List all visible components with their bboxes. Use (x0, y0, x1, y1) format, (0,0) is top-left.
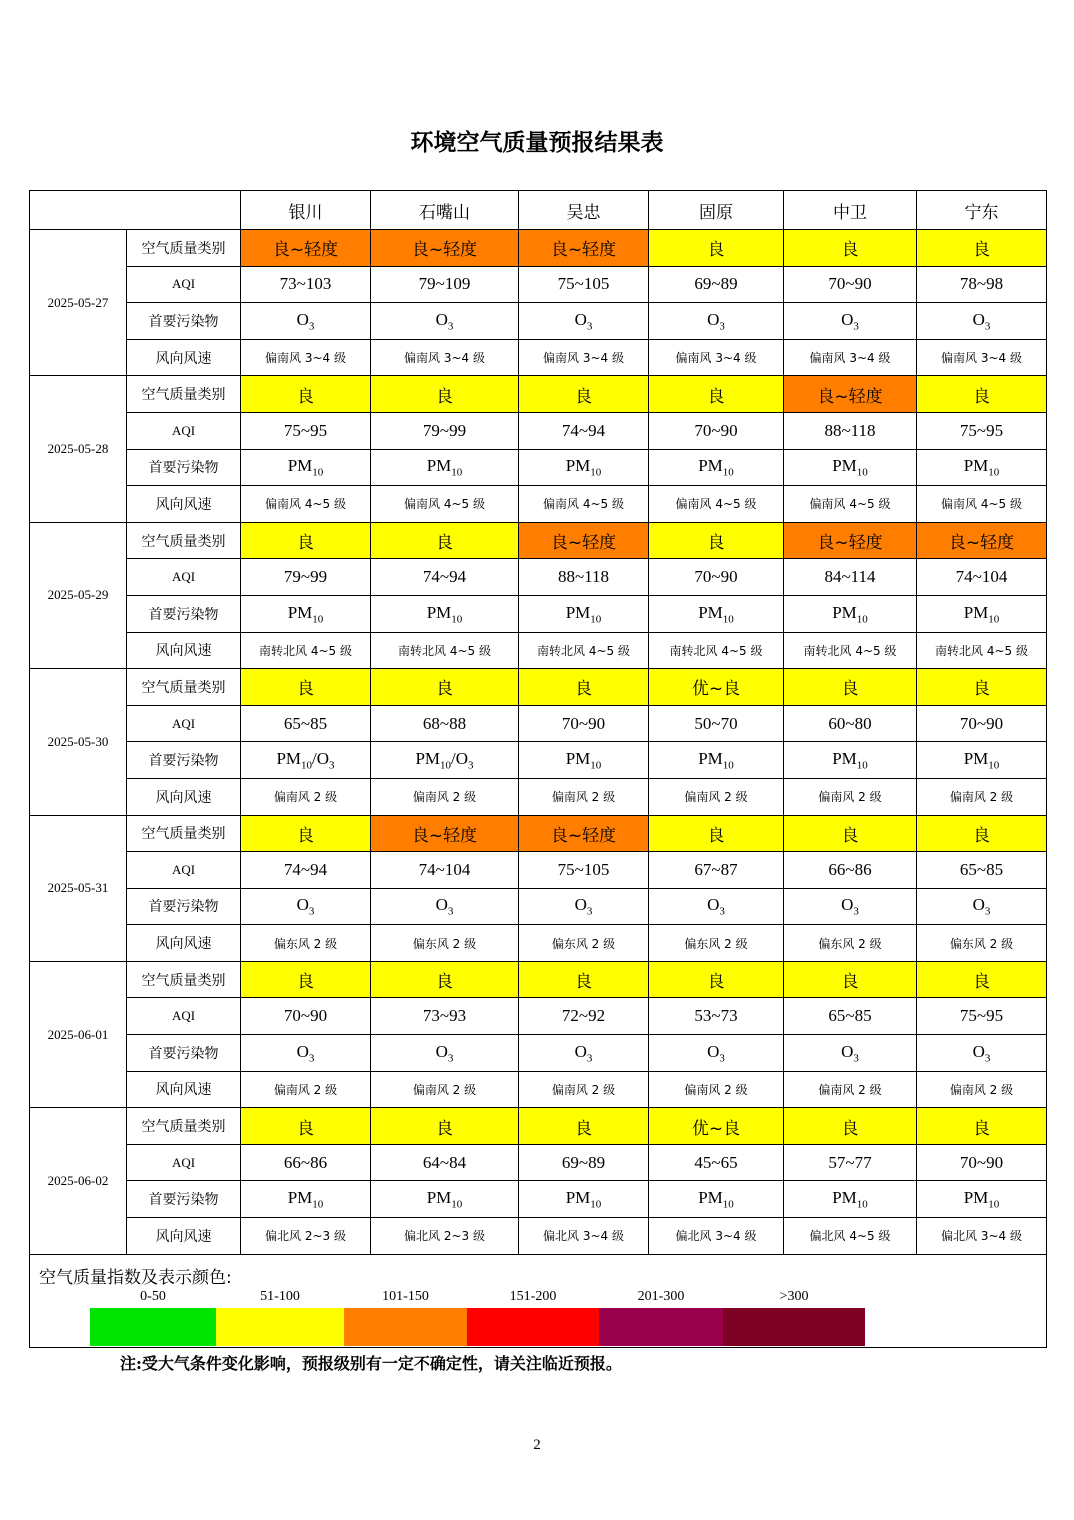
aqi-cell: 79~99 (241, 559, 371, 596)
legend-label: >300 (779, 1288, 809, 1304)
date-cell: 2025-06-02 (30, 1108, 127, 1254)
table-row (30, 778, 1047, 815)
footnote: 注:受大气条件变化影响，预报级别有一定不确定性，请关注临近预报。 (120, 1354, 622, 1373)
aqi-cell: 70~90 (649, 559, 784, 596)
row-label: 风向风速 (127, 339, 241, 376)
wind-cell: 偏北风 4~5 级 (784, 1218, 917, 1255)
wind-cell: 偏南风 2 级 (649, 778, 784, 815)
table-row (30, 1181, 1047, 1218)
pollutant-cell: $O_3$ (917, 1035, 1047, 1072)
row-label: AQI (127, 559, 241, 596)
aqi-cell: 66~86 (241, 1144, 371, 1181)
table-row (30, 449, 1047, 486)
pollutant-cell: $PM_{10}$ (784, 1181, 917, 1218)
wind-cell: 偏南风 2 级 (241, 1071, 371, 1108)
pollutant-cell: $PM_{10}$ (519, 742, 649, 779)
header-row (30, 191, 1047, 230)
category-cell: 良 (649, 230, 784, 267)
aqi-cell: 70~90 (784, 266, 917, 303)
aqi-cell: 73~93 (371, 998, 519, 1035)
legend-label: 51-100 (260, 1288, 300, 1304)
category-cell: 良 (519, 1108, 649, 1145)
table-row (30, 742, 1047, 779)
category-cell: 良~轻度 (371, 230, 519, 267)
category-cell: 良 (784, 815, 917, 852)
pollutant-cell: $PM_{10}$ (649, 1181, 784, 1218)
table-row (30, 412, 1047, 449)
category-cell: 优~良 (649, 669, 784, 706)
aqi-cell: 88~118 (784, 412, 917, 449)
aqi-cell: 75~95 (241, 412, 371, 449)
pollutant-cell: $PM_{10}$ (241, 595, 371, 632)
wind-cell: 偏南风 4~5 级 (649, 486, 784, 523)
row-label: 首要污染物 (127, 449, 241, 486)
category-cell: 良 (917, 1108, 1047, 1145)
wind-cell: 偏南风 4~5 级 (241, 486, 371, 523)
table-row (30, 1071, 1047, 1108)
row-label: 风向风速 (127, 632, 241, 669)
row-label: 首要污染物 (127, 888, 241, 925)
aqi-cell: 75~105 (519, 852, 649, 889)
category-cell: 优~良 (649, 1108, 784, 1145)
pollutant-cell: $O_3$ (519, 1035, 649, 1072)
row-label: 首要污染物 (127, 1035, 241, 1072)
table-row (30, 266, 1047, 303)
legend-label: 151-200 (509, 1288, 557, 1304)
aqi-cell: 79~99 (371, 412, 519, 449)
header-corner (30, 191, 241, 230)
table-row (30, 1144, 1047, 1181)
row-label: AQI (127, 852, 241, 889)
aqi-cell: 74~94 (241, 852, 371, 889)
city-header: 银川 (241, 191, 371, 230)
aqi-cell: 45~65 (649, 1144, 784, 1181)
table-row (30, 486, 1047, 523)
row-label: AQI (127, 998, 241, 1035)
date-cell: 2025-05-30 (30, 669, 127, 815)
table-row (30, 815, 1047, 852)
wind-cell: 南转北风 4~5 级 (917, 632, 1047, 669)
category-cell: 良 (917, 961, 1047, 998)
table-row (30, 1108, 1047, 1145)
row-label: 空气质量类别 (127, 376, 241, 413)
category-cell: 良 (784, 669, 917, 706)
table-row (30, 705, 1047, 742)
wind-cell: 偏南风 4~5 级 (784, 486, 917, 523)
wind-cell: 南转北风 4~5 级 (371, 632, 519, 669)
aqi-cell: 72~92 (519, 998, 649, 1035)
pollutant-cell: $O_3$ (917, 303, 1047, 340)
aqi-cell: 60~80 (784, 705, 917, 742)
wind-cell: 偏南风 2 级 (519, 1071, 649, 1108)
wind-cell: 偏南风 3~4 级 (241, 339, 371, 376)
row-label: 空气质量类别 (127, 230, 241, 267)
city-header: 石嘴山 (371, 191, 519, 230)
table-row (30, 925, 1047, 962)
aqi-cell: 75~105 (519, 266, 649, 303)
category-cell: 良 (371, 522, 519, 559)
category-cell: 良 (649, 815, 784, 852)
pollutant-cell: $PM_{10}$ (519, 1181, 649, 1218)
legend-swatch (90, 1308, 216, 1346)
row-label: 风向风速 (127, 1071, 241, 1108)
city-header: 固原 (649, 191, 784, 230)
legend-swatch (467, 1308, 599, 1346)
wind-cell: 偏南风 3~4 级 (649, 339, 784, 376)
pollutant-cell: $PM_{10}$ (519, 449, 649, 486)
pollutant-cell: $PM_{10}$ (649, 595, 784, 632)
row-label: 风向风速 (127, 925, 241, 962)
legend-label: 101-150 (382, 1288, 429, 1304)
row-label: 风向风速 (127, 778, 241, 815)
pollutant-cell: $O_3$ (241, 1035, 371, 1072)
category-cell: 良 (784, 961, 917, 998)
aqi-cell: 70~90 (241, 998, 371, 1035)
pollutant-cell: $PM_{10}/O_3$ (241, 742, 371, 779)
legend-label: 0-50 (140, 1288, 166, 1304)
row-label: 首要污染物 (127, 303, 241, 340)
category-cell: 良 (917, 815, 1047, 852)
category-cell: 良 (649, 522, 784, 559)
aqi-cell: 70~90 (917, 1144, 1047, 1181)
category-cell: 良 (371, 961, 519, 998)
row-label: 空气质量类别 (127, 669, 241, 706)
pollutant-cell: $PM_{10}$ (371, 1181, 519, 1218)
aqi-cell: 67~87 (649, 852, 784, 889)
row-label: 首要污染物 (127, 1181, 241, 1218)
pollutant-cell: $PM_{10}$ (917, 449, 1047, 486)
pollutant-cell: $PM_{10}$ (917, 595, 1047, 632)
pollutant-cell: $O_3$ (519, 888, 649, 925)
aqi-cell: 70~90 (649, 412, 784, 449)
row-label: AQI (127, 266, 241, 303)
pollutant-cell: $O_3$ (241, 888, 371, 925)
table-row (30, 852, 1047, 889)
pollutant-cell: $O_3$ (649, 303, 784, 340)
pollutant-cell: $PM_{10}$ (784, 742, 917, 779)
pollutant-cell: $PM_{10}$ (917, 1181, 1047, 1218)
row-label: 空气质量类别 (127, 961, 241, 998)
table-row (30, 1218, 1047, 1255)
row-label: AQI (127, 412, 241, 449)
wind-cell: 偏南风 2 级 (371, 778, 519, 815)
table-row (30, 376, 1047, 413)
row-label: 空气质量类别 (127, 815, 241, 852)
category-cell: 良 (649, 961, 784, 998)
pollutant-cell: $PM_{10}$ (241, 449, 371, 486)
category-cell: 良 (241, 815, 371, 852)
wind-cell: 偏南风 2 级 (371, 1071, 519, 1108)
table-row (30, 1035, 1047, 1072)
legend-label: 201-300 (637, 1288, 685, 1304)
pollutant-cell: $PM_{10}/O_3$ (371, 742, 519, 779)
wind-cell: 偏南风 4~5 级 (519, 486, 649, 523)
wind-cell: 偏南风 2 级 (784, 1071, 917, 1108)
wind-cell: 偏南风 2 级 (784, 778, 917, 815)
category-cell: 良 (917, 376, 1047, 413)
pollutant-cell: $PM_{10}$ (241, 1181, 371, 1218)
wind-cell: 偏北风 2~3 级 (371, 1218, 519, 1255)
row-label: 首要污染物 (127, 742, 241, 779)
category-cell: 良 (917, 230, 1047, 267)
aqi-cell: 53~73 (649, 998, 784, 1035)
wind-cell: 偏南风 2 级 (649, 1071, 784, 1108)
category-cell: 良 (241, 376, 371, 413)
row-label: 首要污染物 (127, 595, 241, 632)
aqi-cell: 65~85 (784, 998, 917, 1035)
table-row (30, 632, 1047, 669)
pollutant-cell: $O_3$ (241, 303, 371, 340)
legend-swatch (344, 1308, 467, 1346)
pollutant-cell: $O_3$ (371, 888, 519, 925)
category-cell: 良 (519, 669, 649, 706)
wind-cell: 偏南风 4~5 级 (917, 486, 1047, 523)
aqi-cell: 50~70 (649, 705, 784, 742)
table-row (30, 888, 1047, 925)
wind-cell: 偏东风 2 级 (241, 925, 371, 962)
row-label: 空气质量类别 (127, 1108, 241, 1145)
date-cell: 2025-05-27 (30, 230, 127, 376)
category-cell: 良~轻度 (784, 376, 917, 413)
date-cell: 2025-05-29 (30, 522, 127, 668)
wind-cell: 南转北风 4~5 级 (519, 632, 649, 669)
aqi-cell: 88~118 (519, 559, 649, 596)
pollutant-cell: $O_3$ (784, 888, 917, 925)
aqi-cell: 57~77 (784, 1144, 917, 1181)
category-cell: 良 (241, 522, 371, 559)
date-cell: 2025-05-28 (30, 376, 127, 522)
pollutant-cell: $PM_{10}$ (519, 595, 649, 632)
row-label: 风向风速 (127, 486, 241, 523)
pollutant-cell: $PM_{10}$ (371, 595, 519, 632)
pollutant-cell: $PM_{10}$ (784, 449, 917, 486)
aqi-cell: 78~98 (917, 266, 1047, 303)
date-cell: 2025-06-01 (30, 961, 127, 1107)
pollutant-cell: $PM_{10}$ (649, 742, 784, 779)
row-label: AQI (127, 1144, 241, 1181)
wind-cell: 偏南风 3~4 级 (917, 339, 1047, 376)
aqi-cell: 70~90 (519, 705, 649, 742)
category-cell: 良~轻度 (519, 230, 649, 267)
wind-cell: 偏北风 3~4 级 (649, 1218, 784, 1255)
page-number: 2 (533, 1437, 541, 1453)
aqi-cell: 75~95 (917, 998, 1047, 1035)
legend-swatch (216, 1308, 344, 1346)
pollutant-cell: $O_3$ (784, 1035, 917, 1072)
category-cell: 良 (241, 669, 371, 706)
category-cell: 良 (917, 669, 1047, 706)
aqi-cell: 69~89 (649, 266, 784, 303)
wind-cell: 偏东风 2 级 (519, 925, 649, 962)
pollutant-cell: $PM_{10}$ (917, 742, 1047, 779)
aqi-cell: 69~89 (519, 1144, 649, 1181)
wind-cell: 偏东风 2 级 (649, 925, 784, 962)
aqi-cell: 70~90 (917, 705, 1047, 742)
aqi-cell: 74~94 (519, 412, 649, 449)
pollutant-cell: $PM_{10}$ (784, 595, 917, 632)
aqi-cell: 84~114 (784, 559, 917, 596)
category-cell: 良 (519, 961, 649, 998)
row-label: 风向风速 (127, 1218, 241, 1255)
aqi-cell: 74~94 (371, 559, 519, 596)
pollutant-cell: $PM_{10}$ (371, 449, 519, 486)
category-cell: 良 (241, 961, 371, 998)
wind-cell: 南转北风 4~5 级 (784, 632, 917, 669)
pollutant-cell: $O_3$ (784, 303, 917, 340)
category-cell: 良~轻度 (519, 522, 649, 559)
wind-cell: 偏南风 2 级 (241, 778, 371, 815)
category-cell: 良~轻度 (371, 815, 519, 852)
city-header: 中卫 (784, 191, 917, 230)
wind-cell: 偏南风 2 级 (519, 778, 649, 815)
city-header: 宁东 (917, 191, 1047, 230)
aqi-cell: 75~95 (917, 412, 1047, 449)
page-title: 环境空气质量预报结果表 (410, 129, 664, 156)
wind-cell: 偏南风 2 级 (917, 1071, 1047, 1108)
aqi-cell: 65~85 (917, 852, 1047, 889)
date-cell: 2025-05-31 (30, 815, 127, 961)
wind-cell: 偏南风 3~4 级 (784, 339, 917, 376)
aqi-cell: 73~103 (241, 266, 371, 303)
table-row (30, 230, 1047, 267)
wind-cell: 偏东风 2 级 (371, 925, 519, 962)
category-cell: 良 (371, 1108, 519, 1145)
category-cell: 良 (371, 376, 519, 413)
legend-swatch (723, 1308, 865, 1346)
category-cell: 良 (241, 1108, 371, 1145)
aqi-cell: 66~86 (784, 852, 917, 889)
pollutant-cell: $PM_{10}$ (649, 449, 784, 486)
legend-swatch (599, 1308, 723, 1346)
wind-cell: 偏东风 2 级 (917, 925, 1047, 962)
pollutant-cell: $O_3$ (519, 303, 649, 340)
city-header: 吴忠 (519, 191, 649, 230)
aqi-cell: 74~104 (371, 852, 519, 889)
category-cell: 良 (784, 230, 917, 267)
forecast-table (29, 190, 1047, 1348)
category-cell: 良~轻度 (519, 815, 649, 852)
aqi-cell: 68~88 (371, 705, 519, 742)
table-row (30, 595, 1047, 632)
table-row (30, 998, 1047, 1035)
table-row (30, 303, 1047, 340)
legend-row (30, 1254, 1047, 1347)
row-label: AQI (127, 705, 241, 742)
aqi-cell: 64~84 (371, 1144, 519, 1181)
pollutant-cell: $O_3$ (371, 1035, 519, 1072)
legend-title: 空气质量指数及表示颜色: (39, 1267, 232, 1288)
category-cell: 良 (519, 376, 649, 413)
wind-cell: 南转北风 4~5 级 (649, 632, 784, 669)
wind-cell: 偏北风 3~4 级 (519, 1218, 649, 1255)
table-row (30, 522, 1047, 559)
category-cell: 良~轻度 (241, 230, 371, 267)
wind-cell: 南转北风 4~5 级 (241, 632, 371, 669)
table-row (30, 559, 1047, 596)
row-label: 空气质量类别 (127, 522, 241, 559)
table-row (30, 339, 1047, 376)
table-row (30, 669, 1047, 706)
aqi-cell: 65~85 (241, 705, 371, 742)
wind-cell: 偏东风 2 级 (784, 925, 917, 962)
table-row (30, 961, 1047, 998)
aqi-cell: 74~104 (917, 559, 1047, 596)
category-cell: 良 (649, 376, 784, 413)
wind-cell: 偏南风 3~4 级 (371, 339, 519, 376)
pollutant-cell: $O_3$ (649, 1035, 784, 1072)
pollutant-cell: $O_3$ (371, 303, 519, 340)
pollutant-cell: $O_3$ (649, 888, 784, 925)
wind-cell: 偏北风 2~3 级 (241, 1218, 371, 1255)
pollutant-cell: $O_3$ (917, 888, 1047, 925)
wind-cell: 偏南风 2 级 (917, 778, 1047, 815)
aqi-cell: 79~109 (371, 266, 519, 303)
wind-cell: 偏南风 4~5 级 (371, 486, 519, 523)
category-cell: 良~轻度 (784, 522, 917, 559)
category-cell: 良 (371, 669, 519, 706)
wind-cell: 偏南风 3~4 级 (519, 339, 649, 376)
wind-cell: 偏北风 3~4 级 (917, 1218, 1047, 1255)
category-cell: 良~轻度 (917, 522, 1047, 559)
category-cell: 良 (784, 1108, 917, 1145)
legend-cell (30, 1254, 1047, 1347)
